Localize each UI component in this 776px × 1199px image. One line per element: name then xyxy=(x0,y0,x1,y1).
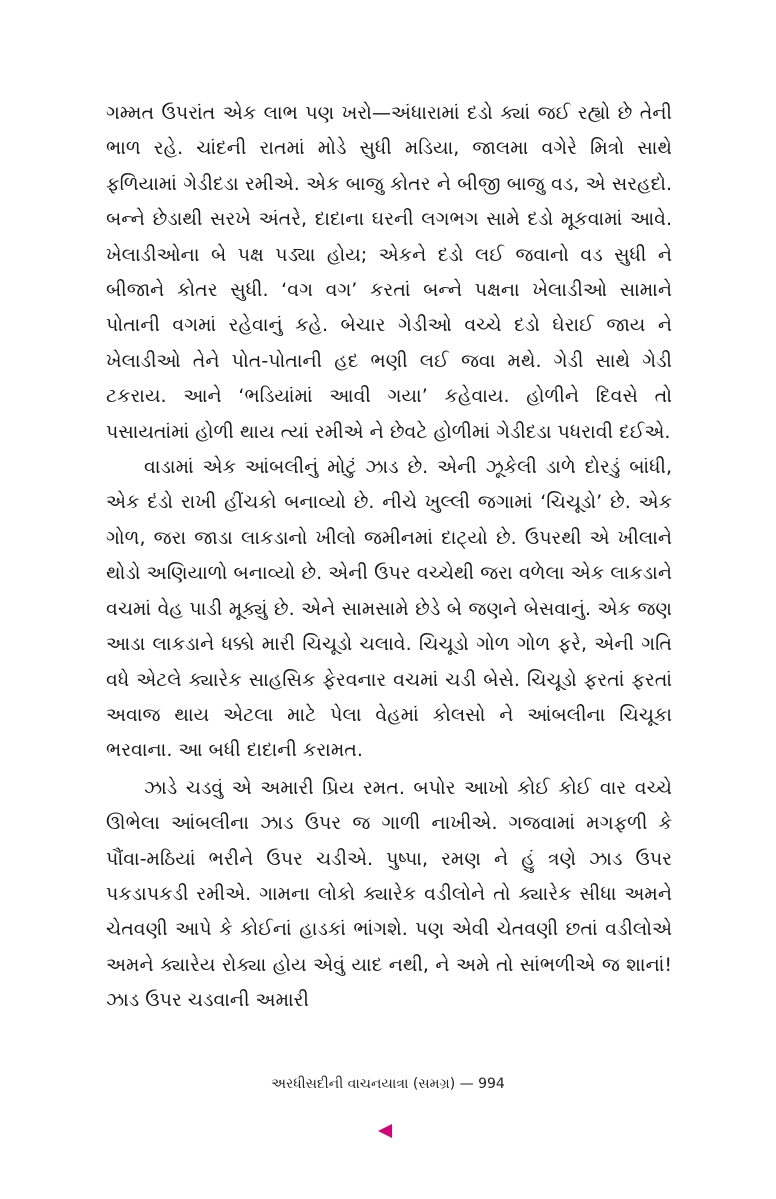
paragraph-2: વાડામાં એક આંબલીનું મોટું ઝાડ છે. એની ઝૂકેલી ડાળે દોરડું બાંધી, એક દંડો રાખી હીંચકો બનાવ્યો છે. નીચે ખુલ્લી જગામાં ‘ચિચૂડો’ છે. એક ગોળ, જરા જાડા લાકડાનો ખીલો જમીનમાં દાટ્યો છે. ઉપરથી એ ખીલાને થોડો અણિયાળો બનાવ્યો છે. એની ઉપર વચ્ચેથી જરા વળેલા એક લાકડાને વચમાં વેહ પાડી મૂક્યું છે. એને સામસામે છેડે બે જણને બેસવાનું. એક જણ આડા લાકડાને ધક્કો મારી ચિચૂડો ચલાવે. ચિચૂડો ગોળ ગોળ ફરે, એની ગતિ વધે એટલે ક્યારેક સાહસિક ફેરવનાર વચમાં ચડી બેસે. ચિચૂડો ફરતાં ફરતાં અવાજ થાય એટલા માટે પેલા વેહમાં કોલસો ને આંબલીના ચિચૂકા ભરવાના. આ બધી દાદાની કરામત. xyxy=(106,456,672,762)
paragraph-3: ઝાડે ચડવું એ અમારી પ્રિય રમત. બપોર આખો કોઈ કોઈ વાર વચ્ચે ઊભેલા આંબલીના ઝાડ ઉપર જ ગાળી નાખીએ. ગજવામાં મગફળી કે પૌંવા-મઠિયાં ભરીને ઉપર ચડીએ. પુષ્પા, રમણ ને હું ત્રણે ઝાડ ઉપર પકડાપકડી રમીએ. ગામના લોકો ક્યારેક વડીલોને તો ક્યારેક સીધા અમને ચેતવણી આપે કે કોઈનાં હાડકાં ભાંગશે. પણ એવી ચેતવણી છતાં વડીલોએ અમને ક્યારેય રોક્યા હોય એવું યાદ નથી, ને અમે તો સાંભળીએ જ શાનાં! ઝાડ ઉપર ચડવાની અમારી xyxy=(106,776,672,1012)
prev-page-arrow-icon[interactable] xyxy=(378,1124,392,1138)
page-footer: અરધીસદીની વાચનયાત્રા (સમગ્ર) — 994 xyxy=(271,1076,505,1092)
paragraph-1: ગમ્મત ઉપરાંત એક લાભ પણ ખરો—અંધારામાં દડો ક્યાં જઈ રહ્યો છે તેની ભાળ રહે. ચાંદની રાતમાં મોડે સુધી મડિયા, જાલમા વગેરે મિત્રો સાથે ફળિયામાં ગેડીદડા રમીએ. એક બાજુ કોતર ને બીજી બાજુ વડ, એ સરહદો. બન્ને છેડાથી સરખે અંતરે, દાદાના ઘરની લગભગ સામે દડો મૂકવામાં આવે. ખેલાડીઓના બે પક્ષ પડ્યા હોય; એકને દડો લઈ જવાનો વડ સુધી ને બીજાને કોતર સુધી. ‘વગ વગ’ કરતાં બન્ને પક્ષના ખેલાડીઓ સામાને પોતાની વગમાં રહેવાનું કહે. બેચાર ગેડીઓ વચ્ચે દડો ઘેરાઈ જાય ને ખેલાડીઓ તેને પોત-પોતાની હદ ભણી લઈ જવા મથે. ગેડી સાથે ગેડી ટકરાય. આને ‘ભડિયાંમાં આવી ગયા’ કહેવાય. હોળીને દિવસે તો પસાયતાંમાં હોળી થાય ત્યાં રમીએ ને છેવટે હોળીમાં ગેડીદડા પધરાવી દઈએ. xyxy=(106,102,672,443)
body-text xyxy=(106,96,672,1019)
